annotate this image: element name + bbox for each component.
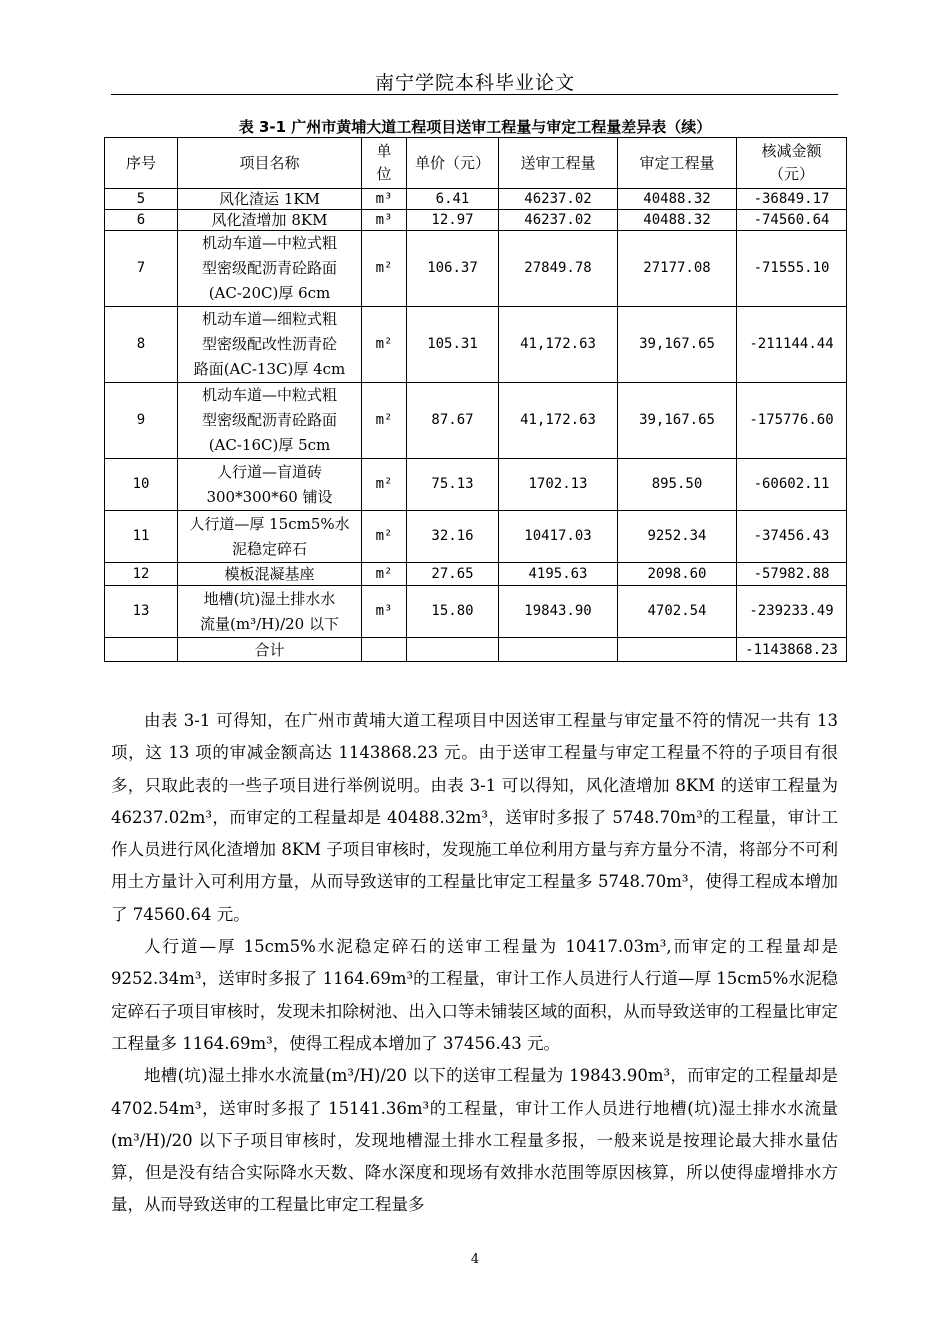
- difference-table: [104, 137, 847, 662]
- table-row: [105, 189, 847, 210]
- cell-item-name: 人行道—厚 15cm5%水 泥稳定碎石: [178, 511, 362, 563]
- col-header-approved: 审定工程量: [618, 138, 737, 189]
- table-row: [105, 307, 847, 383]
- cell-no: 10: [105, 459, 178, 511]
- cell-unit: m²: [362, 383, 407, 459]
- body-text: [111, 705, 838, 1222]
- cell-reduction: -74560.64: [737, 210, 847, 231]
- cell-unit-price: 15.80: [407, 586, 499, 638]
- table-row: [105, 383, 847, 459]
- cell-approved-qty: 40488.32: [618, 210, 737, 231]
- empty-cell: [618, 638, 737, 662]
- cell-unit-price: 105.31: [407, 307, 499, 383]
- cell-unit-price: 106.37: [407, 231, 499, 307]
- table-row: [105, 459, 847, 511]
- cell-item-name: 地槽(坑)湿土排水水 流量(m³/H)/20 以下: [178, 586, 362, 638]
- cell-no: 9: [105, 383, 178, 459]
- cell-approved-qty: 27177.08: [618, 231, 737, 307]
- cell-unit-price: 87.67: [407, 383, 499, 459]
- cell-approved-qty: 895.50: [618, 459, 737, 511]
- col-header-unit: 单 位: [362, 138, 407, 189]
- total-row: [105, 638, 847, 662]
- cell-submitted-qty: 1702.13: [499, 459, 618, 511]
- cell-unit: m³: [362, 586, 407, 638]
- cell-submitted-qty: 4195.63: [499, 563, 618, 586]
- page-number: 4: [470, 1252, 480, 1267]
- cell-unit: m²: [362, 459, 407, 511]
- table-row: [105, 586, 847, 638]
- running-header: 南宁学院本科毕业论文: [374, 72, 575, 94]
- cell-submitted-qty: 41,172.63: [499, 307, 618, 383]
- cell-reduction: -36849.17: [737, 189, 847, 210]
- cell-unit-price: 27.65: [407, 563, 499, 586]
- paragraph: 地槽(坑)湿土排水水流量(m³/H)/20 以下的送审工程量为 19843.90m³，而审定的工程量却是 4702.54m³，送审时多报了 15141.36m³的工程量，审计工作人员进行地槽(坑)湿土排水水流量(m³/H)/20 以下子项目审核时，发现地槽湿土排水工程量多报，一般来说是按理论最大排水量估算，但是没有结合实际降水天数、降水深度和现场有效排水范围等原因核算，所以使得虚增排水方量，从而导致送审的工程量比审定工程量多: [111, 1066, 838, 1215]
- empty-cell: [407, 638, 499, 662]
- table-row: [105, 210, 847, 231]
- cell-no: 12: [105, 563, 178, 586]
- total-label: 合计: [178, 638, 362, 662]
- paragraph: 由表 3-1 可得知，在广州市黄埔大道工程项目中因送审工程量与审定量不符的情况一共有 13 项，这 13 项的审减金额高达 1143868.23 元。由于送审工程量与审定工程量不符的子项目有很多，只取此表的一些子项目进行举例说明。由表 3-1 可以得知，风化渣增加 8KM 的送审工程量为 46237.02m³，而审定的工程量却是 40488.32m³，送审时多报了 5748.70m³的工程量，审计工作人员进行风化渣增加 8KM 子项目审核时，发现施工单位利用方量与弃方量分不清，将部分不可利用土方量计入可利用方量，从而导致送审的工程量比审定工程量多 5748.70m³，使得工程成本增加了 74560.64 元。: [111, 711, 838, 924]
- col-header-name: 项目名称: [178, 138, 362, 189]
- col-header-price: 单价（元）: [407, 138, 499, 189]
- cell-reduction: -37456.43: [737, 511, 847, 563]
- cell-no: 11: [105, 511, 178, 563]
- cell-approved-qty: 2098.60: [618, 563, 737, 586]
- total-reduction: -1143868.23: [737, 638, 847, 662]
- cell-item-name: 风化渣增加 8KM: [178, 210, 362, 231]
- cell-item-name: 机动车道—中粒式粗 型密级配沥青砼路面 (AC-20C)厚 6cm: [178, 231, 362, 307]
- cell-submitted-qty: 19843.90: [499, 586, 618, 638]
- cell-submitted-qty: 41,172.63: [499, 383, 618, 459]
- table-row: [105, 511, 847, 563]
- cell-no: 6: [105, 210, 178, 231]
- cell-item-name: 模板混凝基座: [178, 563, 362, 586]
- cell-approved-qty: 40488.32: [618, 189, 737, 210]
- cell-approved-qty: 4702.54: [618, 586, 737, 638]
- col-header-submitted: 送审工程量: [499, 138, 618, 189]
- paragraph: 人行道—厚 15cm5%水泥稳定碎石的送审工程量为 10417.03m³,而审定的工程量却是9252.34m³，送审时多报了 1164.69m³的工程量，审计工作人员进行人行道—厚 15cm5%水泥稳定碎石子项目审核时，发现未扣除树池、出入口等未铺装区域的面积，从而导致送审的工程量比审定工程量多 1164.69m³，使得工程成本增加了 37456.43 元。: [111, 937, 838, 1053]
- empty-cell: [362, 638, 407, 662]
- cell-unit: m³: [362, 210, 407, 231]
- cell-no: 5: [105, 189, 178, 210]
- cell-approved-qty: 9252.34: [618, 511, 737, 563]
- cell-reduction: -211144.44: [737, 307, 847, 383]
- cell-no: 8: [105, 307, 178, 383]
- header-rule: [111, 94, 838, 95]
- cell-unit-price: 6.41: [407, 189, 499, 210]
- cell-submitted-qty: 46237.02: [499, 210, 618, 231]
- cell-item-name: 风化渣运 1KM: [178, 189, 362, 210]
- cell-approved-qty: 39,167.65: [618, 307, 737, 383]
- empty-cell: [499, 638, 618, 662]
- cell-unit: m³: [362, 189, 407, 210]
- cell-submitted-qty: 46237.02: [499, 189, 618, 210]
- empty-cell: [105, 638, 178, 662]
- cell-reduction: -60602.11: [737, 459, 847, 511]
- col-header-reduction: 核减金额 （元）: [737, 138, 847, 189]
- cell-unit: m²: [362, 231, 407, 307]
- cell-unit-price: 12.97: [407, 210, 499, 231]
- cell-reduction: -175776.60: [737, 383, 847, 459]
- cell-unit-price: 32.16: [407, 511, 499, 563]
- cell-item-name: 人行道—盲道砖 300*300*60 铺设: [178, 459, 362, 511]
- cell-approved-qty: 39,167.65: [618, 383, 737, 459]
- cell-no: 13: [105, 586, 178, 638]
- cell-item-name: 机动车道—细粒式粗 型密级配改性沥青砼 路面(AC-13C)厚 4cm: [178, 307, 362, 383]
- cell-unit: m²: [362, 511, 407, 563]
- cell-submitted-qty: 27849.78: [499, 231, 618, 307]
- cell-item-name: 机动车道—中粒式粗 型密级配沥青砼路面 (AC-16C)厚 5cm: [178, 383, 362, 459]
- table-row: [105, 563, 847, 586]
- table-caption: 表 3-1 广州市黄埔大道工程项目送审工程量与审定工程量差异表（续）: [238, 118, 712, 136]
- table-row: [105, 231, 847, 307]
- cell-no: 7: [105, 231, 178, 307]
- cell-unit: m²: [362, 563, 407, 586]
- cell-unit: m²: [362, 307, 407, 383]
- cell-submitted-qty: 10417.03: [499, 511, 618, 563]
- col-header-no: 序号: [105, 138, 178, 189]
- cell-reduction: -57982.88: [737, 563, 847, 586]
- table-header-row: [105, 138, 847, 189]
- cell-reduction: -71555.10: [737, 231, 847, 307]
- cell-reduction: -239233.49: [737, 586, 847, 638]
- cell-unit-price: 75.13: [407, 459, 499, 511]
